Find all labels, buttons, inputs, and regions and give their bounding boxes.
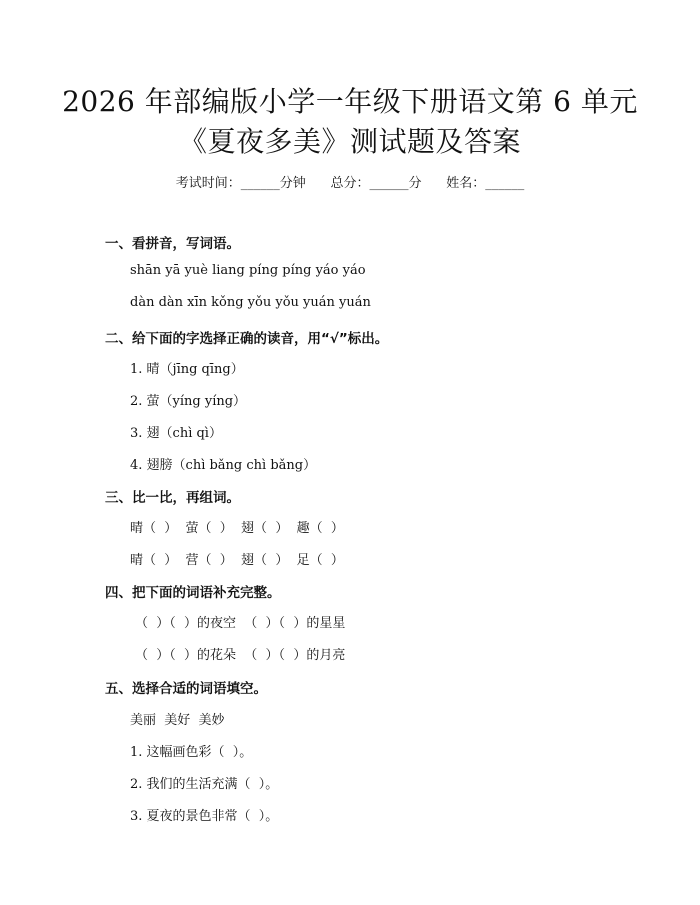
title-line-2: 《夏夜多美》测试题及答案 [178,125,521,158]
pinyin-line-1: shān yā yuè liang píng píng yáo yáo [130,263,366,278]
exam-info-line: 考试时间：______分钟 总分：______分 姓名：______ [175,176,525,191]
question-item: 2. 萤（yíng yíng） [130,394,247,409]
section-1-heading: 一、看拼音，写词语。 [105,236,240,252]
compare-row-1: 晴（ ） 萤（ ） 翅（ ） 趣（ ） [130,521,344,536]
title-line-1: 2026 年部编版小学一年级下册语文第 6 单元 [62,85,638,118]
section-4-heading: 四、把下面的词语补充完整。 [105,585,281,601]
fill-phrase-row-2: （ ）（ ）的花朵 （ ）（ ）的月亮 [135,648,346,663]
compare-row-2: 晴（ ） 营（ ） 翅（ ） 足（ ） [130,553,344,568]
question-item: 1. 这幅画色彩（ ）。 [130,745,253,760]
section-3-heading: 三、比一比，再组词。 [105,490,240,506]
question-item: 3. 翅（chì qì） [130,426,222,441]
question-item: 2. 我们的生活充满（ ）。 [130,777,279,792]
fill-phrase-row-1: （ ）（ ）的夜空 （ ）（ ）的星星 [135,616,346,631]
question-item: 4. 翅膀（chì bǎng chì bǎng） [130,458,317,473]
pinyin-line-2: dàn dàn xīn kǒng yǒu yǒu yuán yuán [130,295,371,310]
section-5-heading: 五、选择合适的词语填空。 [105,681,267,697]
section-2-heading: 二、给下面的字选择正确的读音，用“√”标出。 [105,331,389,347]
question-item: 1. 晴（jīng qīng） [130,362,244,377]
word-choices: 美丽 美好 美妙 [130,713,225,728]
question-item: 3. 夏夜的景色非常（ ）。 [130,809,279,824]
